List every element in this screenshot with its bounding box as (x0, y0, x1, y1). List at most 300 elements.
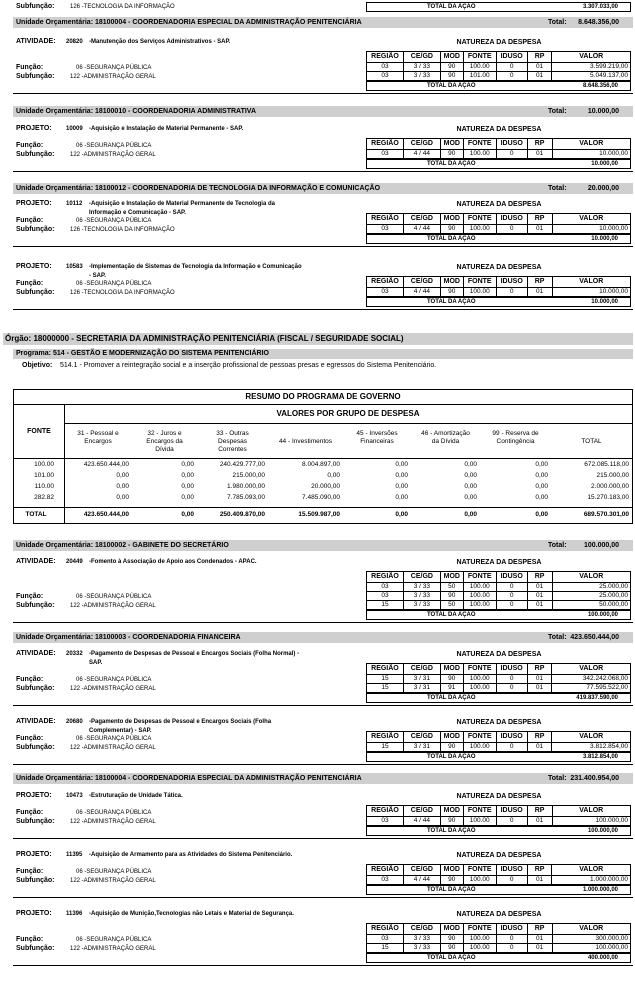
resumo-value-cell: 0,00 (535, 494, 548, 501)
natureza-cell: 3 / 31 (403, 743, 440, 752)
resumo-fonte-cell: 282.82 (34, 494, 54, 501)
col-header: VALOR (552, 52, 631, 63)
natureza-cell: 90 (440, 63, 463, 72)
resumo-value-cell: 15.270.183,00 (587, 494, 629, 501)
natureza-cell: 4 / 44 (403, 876, 440, 885)
natureza-cell: 90 (440, 225, 463, 234)
action-description: -Aquisição de Munição,Tecnologias não Letais e Material de Segurança. (89, 911, 294, 917)
unit-total-label: Total: (548, 19, 567, 26)
action-code: 10473 (66, 793, 83, 799)
unit-title: Unidade Orçamentária: 18100002 - GABINETE DO SECRETÁRIO (16, 542, 229, 549)
natureza-cell: 3 / 33 (403, 592, 440, 601)
action-kind-label: PROJETO: (16, 263, 52, 270)
resumo-col-header (343, 430, 411, 446)
natureza-header: NATUREZA DA DESPESA (456, 201, 542, 208)
unit-header (13, 773, 633, 784)
funcao-label: Função: (16, 280, 44, 287)
subfuncao-label: Subfunção: (16, 744, 55, 751)
natureza-cell: 100.00 (463, 817, 496, 826)
programa-label: Programa: (16, 350, 52, 357)
natureza-cell: 10.000,00 (552, 150, 630, 159)
col-header: IDUSO (496, 865, 527, 876)
total-acao-value: 100.000,00 (587, 828, 618, 834)
col-header: REGIÃO (367, 924, 404, 935)
action-kind-label: PROJETO: (16, 125, 52, 132)
action-code: 20449 (66, 559, 83, 565)
action-description-cont: Informação e Comunicação - SAP. (89, 210, 186, 216)
resumo-value-cell: 0,00 (535, 511, 548, 518)
col-header: CE/GD (403, 732, 440, 743)
natureza-header: NATUREZA DA DESPESA (456, 39, 542, 46)
col-header: VALOR (552, 924, 631, 935)
total-acao-label: TOTAL DA AÇÃO (427, 299, 476, 305)
resumo-col-header (551, 438, 632, 446)
col-header: MOD (440, 732, 463, 743)
col-header: REGIÃO (367, 865, 404, 876)
resumo-value-cell: 0,00 (181, 511, 194, 518)
total-acao-box (366, 885, 631, 895)
natureza-cell: 0 (496, 72, 527, 81)
subfuncao-label: Subfunção: (16, 945, 55, 952)
natureza-cell: 01 (527, 72, 552, 81)
col-header: CE/GD (403, 52, 440, 63)
col-header: MOD (440, 572, 463, 583)
subfuncao-value: 122 -ADMINISTRAÇÃO GERAL (70, 819, 156, 825)
natureza-cell: 342.242.068,00 (552, 675, 631, 684)
action-description: -Aquisição e Instalação de Material Permanente - SAP. (89, 126, 244, 132)
total-acao-label: TOTAL DA AÇÃO (427, 4, 476, 10)
natureza-cell: 91 (440, 684, 463, 693)
natureza-cell: 101.00 (463, 72, 496, 81)
natureza-cell: 3.599.219,00 (552, 63, 631, 72)
natureza-cell: 03 (367, 72, 404, 81)
resumo-value-cell: 689.570.301,00 (583, 511, 629, 518)
natureza-row (367, 743, 631, 752)
resumo-col-header (197, 430, 268, 454)
separator-line (13, 897, 633, 898)
total-acao-box (366, 826, 631, 836)
natureza-cell: 01 (527, 288, 552, 297)
natureza-cell: 03 (367, 150, 404, 159)
natureza-cell: 03 (367, 288, 404, 297)
col-header: CE/GD (403, 572, 440, 583)
resumo-value-cell: 423.650.444,00 (83, 461, 129, 468)
resumo-col-header-line: Contingência (496, 438, 535, 445)
natureza-cell: 3 / 33 (403, 583, 440, 592)
orgao-text: 18000000 - SECRETARIA DA ADMINISTRAÇÃO PENITENCIÁRIA (FISCAL / SEGURIDADE SOCIAL) (33, 334, 404, 343)
natureza-cell: 4 / 44 (403, 817, 440, 826)
resumo-value-cell: 215.000,00 (232, 472, 265, 479)
funcao-label: Função: (16, 809, 44, 816)
subfuncao-label: Subfunção: (16, 3, 55, 10)
action-description-cont: SAP. (89, 660, 103, 666)
natureza-row (367, 592, 631, 601)
col-header: RP (527, 139, 552, 150)
resumo-value-cell: 250.409.870,00 (219, 511, 265, 518)
natureza-cell: 90 (440, 592, 463, 601)
natureza-row (367, 675, 631, 684)
col-header: FONTE (463, 924, 496, 935)
natureza-cell: 90 (440, 150, 463, 159)
action-kind-label: PROJETO: (16, 851, 52, 858)
natureza-cell: 100.000,00 (552, 817, 631, 826)
natureza-cell: 100.00 (463, 288, 496, 297)
unit-total-value: 231.400.954,00 (570, 775, 619, 782)
natureza-cell: 0 (496, 150, 527, 159)
funcao-label: Função: (16, 735, 44, 742)
col-header: CE/GD (403, 924, 440, 935)
unit-title: Unidade Orçamentária: 18100004 - COORDENADORIA ESPECIAL DA ADMINISTRAÇÃO PENITENCIÁRIA (16, 19, 362, 26)
total-acao-box (366, 610, 631, 620)
resumo-value-cell: 423.650.444,00 (83, 511, 129, 518)
natureza-cell: 03 (367, 225, 404, 234)
col-header: FONTE (463, 664, 496, 675)
natureza-cell: 01 (527, 944, 552, 953)
total-acao-label: TOTAL DA AÇÃO (427, 955, 476, 961)
funcao-value: 06 -SEGURANÇA PÚBLICA (76, 143, 152, 149)
resumo-value-cell: 8.004.897,00 (302, 461, 340, 468)
col-header: IDUSO (496, 277, 527, 288)
action-code: 11396 (66, 911, 83, 917)
resumo-col-header-line: 31 - Pessoal e (77, 430, 119, 437)
natureza-cell: 100.00 (463, 63, 496, 72)
resumo-col-header-line: 44 - Investimentos (278, 438, 333, 445)
resumo-value-cell: 0,00 (464, 494, 477, 501)
natureza-cell: 15 (367, 743, 404, 752)
total-acao-label: TOTAL DA AÇÃO (427, 887, 476, 893)
unit-header (13, 106, 633, 117)
funcao-value: 06 -SEGURANÇA PÚBLICA (76, 869, 152, 875)
col-header: RP (527, 732, 552, 743)
action-code: 11395 (66, 852, 83, 858)
separator-line (13, 93, 633, 94)
resumo-value-cell: 0,00 (116, 472, 129, 479)
col-header: CE/GD (403, 806, 440, 817)
total-acao-label: TOTAL DA AÇÃO (427, 828, 476, 834)
natureza-cell: 10.000,00 (552, 225, 630, 234)
resumo-col-header-line: da Dívida (431, 438, 460, 445)
natureza-table (366, 864, 631, 885)
natureza-cell: 0 (496, 817, 527, 826)
unit-total-label: Total: (548, 775, 567, 782)
natureza-row (367, 150, 631, 159)
resumo-value-cell: 0,00 (395, 483, 408, 490)
funcao-value: 06 -SEGURANÇA PÚBLICA (76, 677, 152, 683)
natureza-header: NATUREZA DA DESPESA (456, 852, 542, 859)
total-acao-box (366, 81, 631, 91)
total-acao-box (366, 752, 631, 762)
subfuncao-value: 126 -TECNOLOGIA DA INFORMAÇÃO (70, 290, 175, 296)
natureza-cell: 4 / 44 (403, 225, 440, 234)
action-description-cont: - SAP. (89, 273, 106, 279)
natureza-header: NATUREZA DA DESPESA (456, 719, 542, 726)
col-header: RP (527, 924, 552, 935)
resumo-col-header (64, 430, 132, 446)
natureza-row (367, 935, 631, 944)
col-header: IDUSO (496, 806, 527, 817)
resumo-value-cell: 0,00 (116, 483, 129, 490)
subfuncao-value: 122 -ADMINISTRAÇÃO GERAL (70, 745, 156, 751)
resumo-col-header-line: Despesas (218, 438, 247, 445)
col-header: MOD (440, 214, 463, 225)
col-header: FONTE (463, 52, 496, 63)
total-acao-value: 8.648.356,00 (582, 83, 618, 89)
action-kind-label: PROJETO: (16, 200, 52, 207)
col-header: MOD (440, 664, 463, 675)
natureza-cell: 01 (527, 684, 552, 693)
col-header: FONTE (463, 277, 496, 288)
natureza-cell: 4 / 44 (403, 150, 440, 159)
natureza-cell: 100.00 (463, 876, 496, 885)
natureza-row (367, 876, 631, 885)
resumo-table (13, 389, 633, 524)
natureza-cell: 100.00 (463, 944, 496, 953)
col-header: IDUSO (496, 924, 527, 935)
resumo-col-header-line: Encargos (84, 438, 112, 445)
natureza-cell: 100.00 (463, 675, 496, 684)
col-header: REGIÃO (367, 572, 404, 583)
unit-total-value: 10.000,00 (587, 108, 619, 115)
action-kind-label: PROJETO: (16, 792, 52, 799)
action-code: 10583 (66, 264, 83, 270)
resumo-value-cell: 0,00 (181, 461, 194, 468)
separator-line (13, 764, 633, 765)
natureza-cell: 01 (527, 63, 552, 72)
natureza-cell: 25.000,00 (552, 583, 630, 592)
natureza-cell: 0 (496, 743, 527, 752)
resumo-value-cell: 20.000,00 (311, 483, 340, 490)
subfuncao-value: 122 -ADMINISTRAÇÃO GERAL (70, 878, 156, 884)
action-description: -Pagamento de Despesas de Pessoal e Encargos Sociais (Folha (89, 719, 272, 725)
natureza-table (366, 805, 631, 826)
total-acao-value: 10.000,00 (591, 161, 618, 167)
natureza-cell: 3 / 33 (403, 601, 440, 610)
resumo-value-cell: 0,00 (181, 494, 194, 501)
resumo-col-header-line: TOTAL (581, 438, 602, 445)
subfuncao-label: Subfunção: (16, 818, 55, 825)
natureza-cell: 5.049.137,00 (552, 72, 631, 81)
natureza-header: NATUREZA DA DESPESA (456, 911, 542, 918)
col-header: CE/GD (403, 277, 440, 288)
objetivo-label: Objetivo: (22, 362, 53, 369)
natureza-cell: 3 / 31 (403, 675, 440, 684)
natureza-cell: 01 (527, 675, 552, 684)
resumo-value-cell: 0,00 (395, 511, 408, 518)
col-header: CE/GD (403, 865, 440, 876)
total-acao-label: TOTAL DA AÇÃO (427, 236, 476, 242)
natureza-cell: 0 (496, 583, 527, 592)
natureza-cell: 3 / 33 (403, 935, 440, 944)
funcao-label: Função: (16, 868, 44, 875)
subfuncao-value: 122 -ADMINISTRAÇÃO GERAL (70, 603, 156, 609)
natureza-cell: 03 (367, 592, 404, 601)
col-header: MOD (440, 924, 463, 935)
resumo-value-cell: 1.980.000,00 (227, 483, 265, 490)
funcao-value: 06 -SEGURANÇA PÚBLICA (76, 937, 152, 943)
col-header: IDUSO (496, 572, 527, 583)
resumo-col-header-line: 32 - Juros e (147, 430, 182, 437)
funcao-label: Função: (16, 64, 44, 71)
natureza-cell: 03 (367, 876, 404, 885)
action-kind-label: ATIVIDADE: (16, 650, 56, 657)
action-kind-label: PROJETO: (16, 910, 52, 917)
natureza-cell: 50.000,00 (552, 601, 630, 610)
col-header: REGIÃO (367, 277, 404, 288)
resumo-value-cell: 0,00 (535, 483, 548, 490)
natureza-header: NATUREZA DA DESPESA (456, 651, 542, 658)
col-header: RP (527, 865, 552, 876)
natureza-cell: 15 (367, 675, 404, 684)
natureza-cell: 10.000,00 (552, 288, 630, 297)
natureza-cell: 1.000.000,00 (552, 876, 631, 885)
col-header: REGIÃO (367, 664, 404, 675)
natureza-cell: 3 / 33 (403, 944, 440, 953)
natureza-cell: 15 (367, 601, 404, 610)
natureza-cell: 100.00 (463, 583, 496, 592)
col-header: RP (527, 664, 552, 675)
natureza-cell: 3 / 31 (403, 684, 440, 693)
natureza-row (367, 63, 631, 72)
col-header: IDUSO (496, 139, 527, 150)
natureza-cell: 90 (440, 876, 463, 885)
natureza-cell: 01 (527, 743, 552, 752)
programa-header (13, 349, 633, 359)
objetivo-text: 514.1 - Promover a reintegração social e a inserção profissional de pessoas presas e egressos do Sistema Penitenciário. (60, 362, 437, 369)
action-description: -Aquisição e Instalação de Material Permanente de Tecnologia da (89, 201, 275, 207)
natureza-row (367, 817, 631, 826)
total-acao-box (366, 953, 631, 963)
natureza-cell: 100.00 (463, 150, 496, 159)
action-description: -Implementação de Sistemas de Tecnologia da Informação e Comunicação (89, 264, 302, 270)
natureza-cell: 90 (440, 944, 463, 953)
natureza-cell: 3 / 33 (403, 63, 440, 72)
natureza-cell: 0 (496, 601, 527, 610)
resumo-value-cell: 2.000.000,00 (591, 483, 629, 490)
resumo-col-header-line: Financeiras (360, 438, 394, 445)
col-header: RP (527, 806, 552, 817)
funcao-value: 06 -SEGURANÇA PÚBLICA (76, 810, 152, 816)
natureza-cell: 3 / 33 (403, 72, 440, 81)
natureza-cell: 90 (440, 935, 463, 944)
subfuncao-label: Subfunção: (16, 877, 55, 884)
unit-total-label: Total: (548, 108, 567, 115)
natureza-cell: 100.00 (463, 225, 496, 234)
col-header: FONTE (463, 214, 496, 225)
natureza-table (366, 51, 631, 81)
subfuncao-value: 126 -TECNOLOGIA DA INFORMAÇÃO (70, 4, 175, 10)
unit-total-label: Total: (548, 185, 567, 192)
natureza-cell: 50 (440, 601, 463, 610)
natureza-cell: 100.00 (463, 935, 496, 944)
action-description: -Estruturação de Unidade Tática. (89, 793, 183, 799)
col-header: RP (527, 277, 552, 288)
resumo-value-cell: 0,00 (395, 461, 408, 468)
subfuncao-value: 122 -ADMINISTRAÇÃO GERAL (70, 152, 156, 158)
subfuncao-label: Subfunção: (16, 289, 55, 296)
natureza-cell: 100.00 (463, 601, 496, 610)
unit-total-value: 423.650.444,00 (570, 634, 619, 641)
resumo-value-cell: 0,00 (464, 511, 477, 518)
natureza-cell: 01 (527, 817, 552, 826)
col-header: FONTE (463, 572, 496, 583)
subfuncao-label: Subfunção: (16, 685, 55, 692)
unit-total-label: Total: (548, 542, 567, 549)
action-kind-label: ATIVIDADE: (16, 38, 56, 45)
action-description: -Aquisição de Armamento para as Atividades do Sistema Penitenciário. (89, 852, 293, 858)
resumo-value-cell: 215.000,00 (596, 472, 629, 479)
total-acao-box (366, 2, 631, 12)
natureza-row (367, 601, 631, 610)
resumo-title: RESUMO DO PROGRAMA DE GOVERNO (245, 392, 401, 401)
natureza-row (367, 944, 631, 953)
col-header: REGIÃO (367, 214, 404, 225)
unit-header (13, 632, 633, 643)
col-header: VALOR (552, 806, 631, 817)
natureza-cell: 0 (496, 288, 527, 297)
unit-header (13, 540, 633, 551)
action-kind-label: ATIVIDADE: (16, 558, 56, 565)
col-header: REGIÃO (367, 806, 404, 817)
resumo-col-header (132, 430, 197, 454)
resumo-col-header-line: Encargos da (146, 438, 183, 445)
separator-line (13, 705, 633, 706)
separator-line (13, 838, 633, 839)
resumo-value-cell: 0,00 (464, 472, 477, 479)
col-header: REGIÃO (367, 139, 404, 150)
action-code: 10112 (66, 201, 83, 207)
subfuncao-value: 122 -ADMINISTRAÇÃO GERAL (70, 946, 156, 952)
col-header: MOD (440, 865, 463, 876)
natureza-cell: 0 (496, 684, 527, 693)
natureza-cell: 77.595.522,00 (552, 684, 631, 693)
natureza-cell: 90 (440, 675, 463, 684)
total-acao-box (366, 297, 631, 307)
natureza-cell: 4 / 44 (403, 288, 440, 297)
col-header: FONTE (463, 139, 496, 150)
unit-title: Unidade Orçamentária: 18100003 - COORDENADORIA FINANCEIRA (16, 634, 241, 641)
total-acao-label: TOTAL DA AÇÃO (427, 612, 476, 618)
col-header: RP (527, 572, 552, 583)
resumo-value-cell: 0,00 (395, 494, 408, 501)
natureza-cell: 01 (527, 150, 552, 159)
col-header: IDUSO (496, 52, 527, 63)
resumo-value-cell: 0,00 (395, 472, 408, 479)
resumo-col-header-line: Dívida (155, 446, 174, 453)
natureza-cell: 0 (496, 675, 527, 684)
col-header: VALOR (552, 572, 630, 583)
unit-total-value: 100.000,00 (583, 542, 619, 549)
separator-line (13, 622, 633, 623)
unit-total-label: Total: (548, 634, 567, 641)
resumo-col-header-line: 45 - Inversões (356, 430, 398, 437)
resumo-col-header (480, 430, 551, 446)
resumo-col-header (411, 430, 480, 446)
natureza-cell: 03 (367, 583, 404, 592)
unit-total-value: 20.000,00 (587, 185, 619, 192)
col-header: RP (527, 52, 552, 63)
separator-line (13, 171, 633, 172)
col-header: FONTE (463, 732, 496, 743)
total-acao-value: 419.837.590,00 (576, 695, 618, 701)
natureza-cell: 100.00 (463, 684, 496, 693)
natureza-cell: 01 (527, 601, 552, 610)
col-header: MOD (440, 139, 463, 150)
col-header: IDUSO (496, 214, 527, 225)
action-code: 20332 (66, 651, 83, 657)
total-acao-value: 10.000,00 (591, 236, 618, 242)
natureza-cell: 15 (367, 684, 404, 693)
action-description: -Manutenção dos Serviços Administrativos - SAP. (89, 39, 231, 45)
